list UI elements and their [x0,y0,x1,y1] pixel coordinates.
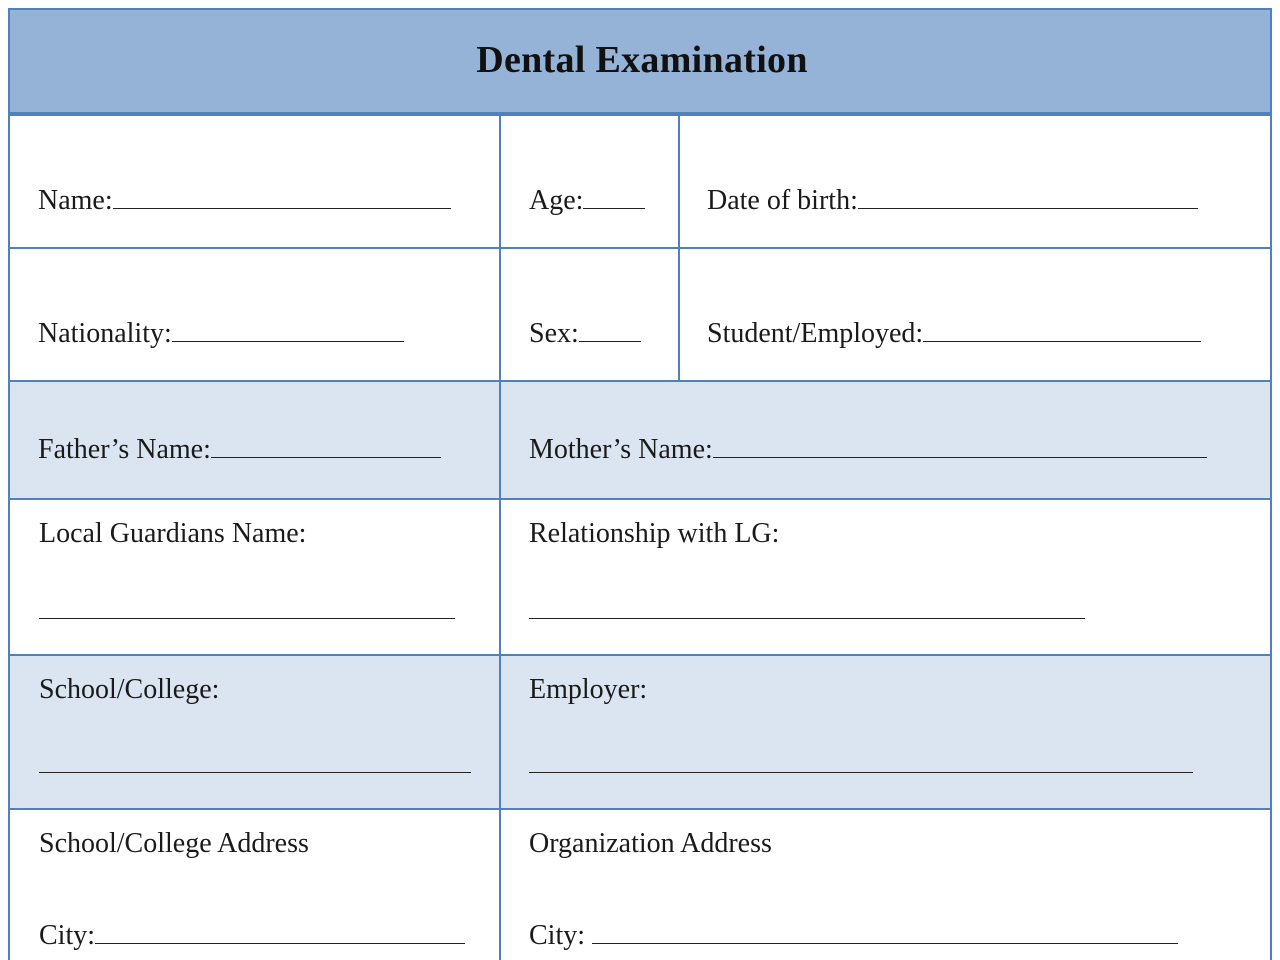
school-city-label: City: [39,920,96,951]
organization-city-label: City: [529,920,593,951]
age-field[interactable] [583,182,645,209]
school-address-label: School/College Address [39,828,309,859]
student-employed-cell [678,247,1272,382]
date-of-birth-label: Date of birth: [707,185,858,216]
name-label: Name: [38,185,113,216]
date-of-birth-field[interactable] [858,182,1198,209]
sex-field[interactable] [579,315,641,342]
employer-label: Employer: [529,674,648,705]
local-guardian-cell [8,498,501,656]
father-name-field[interactable] [211,431,441,458]
name-field[interactable] [113,182,451,209]
age-label: Age: [529,185,584,216]
local-guardian-field[interactable] [39,618,455,619]
organization-address-cell [499,808,1272,960]
father-name-label: Father’s Name: [38,434,211,465]
mother-name-label: Mother’s Name: [529,434,713,465]
date-of-birth-cell [678,114,1272,249]
student-employed-label: Student/Employed: [707,318,924,349]
father-name-cell [8,380,501,500]
organization-address-label: Organization Address [529,828,772,859]
relationship-label: Relationship with LG: [529,518,780,549]
school-address-cell [8,808,501,960]
name-cell [8,114,501,249]
relationship-cell [499,498,1272,656]
sex-cell [499,247,680,382]
school-college-label: School/College: [39,674,220,705]
mother-name-field[interactable] [713,431,1207,458]
school-college-field[interactable] [39,772,471,773]
school-city-field[interactable] [95,917,465,944]
organization-city-field[interactable] [592,917,1178,944]
employer-field[interactable] [529,772,1193,773]
age-cell [499,114,680,249]
nationality-cell [8,247,501,382]
local-guardian-label: Local Guardians Name: [39,518,307,549]
form-header [8,8,1272,114]
relationship-field[interactable] [529,618,1085,619]
mother-name-cell [499,380,1272,500]
student-employed-field[interactable] [923,315,1201,342]
nationality-label: Nationality: [38,318,172,349]
employer-cell [499,654,1272,810]
school-college-cell [8,654,501,810]
nationality-field[interactable] [172,315,404,342]
form-title: Dental Examination [476,39,808,81]
sex-label: Sex: [529,318,579,349]
